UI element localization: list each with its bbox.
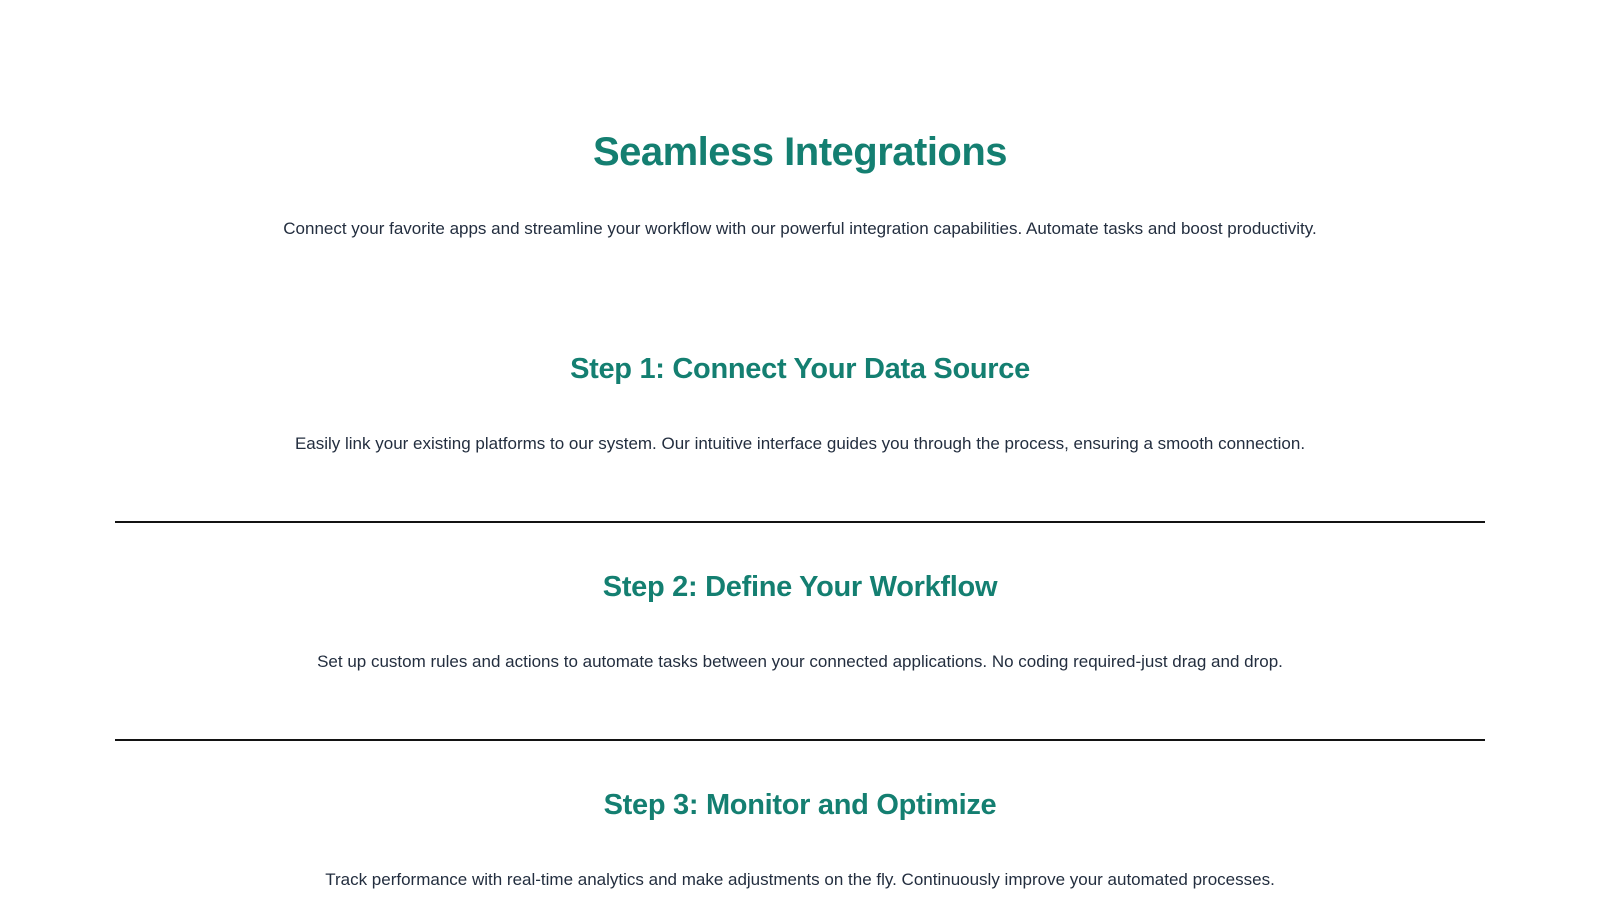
step-1-heading: Step 1: Connect Your Data Source	[570, 353, 1030, 385]
steps-section	[115, 352, 1485, 892]
divider	[115, 521, 1485, 523]
divider	[115, 739, 1485, 741]
step-1	[115, 352, 1485, 456]
step-3	[115, 788, 1485, 892]
page-subtitle: Connect your favorite apps and streamline your workflow with our powerful integration capabilities. Automate tasks and boost productivity.	[283, 219, 1317, 238]
integrations-page	[115, 0, 1485, 892]
step-3-heading: Step 3: Monitor and Optimize	[603, 789, 997, 821]
step-3-description: Track performance with real-time analytics and make adjustments on the fly. Continuously improve your automated processes.	[325, 870, 1275, 889]
step-1-description: Easily link your existing platforms to our system. Our intuitive interface guides you through the process, ensuring a smooth connection.	[294, 434, 1306, 453]
page-title: Seamless Integrations	[592, 130, 1008, 174]
step-2-description: Set up custom rules and actions to automate tasks between your connected applications. No coding required-just drag and drop.	[317, 652, 1283, 671]
step-2-heading: Step 2: Define Your Workflow	[602, 571, 998, 603]
step-2	[115, 570, 1485, 674]
hero-section	[115, 130, 1485, 241]
